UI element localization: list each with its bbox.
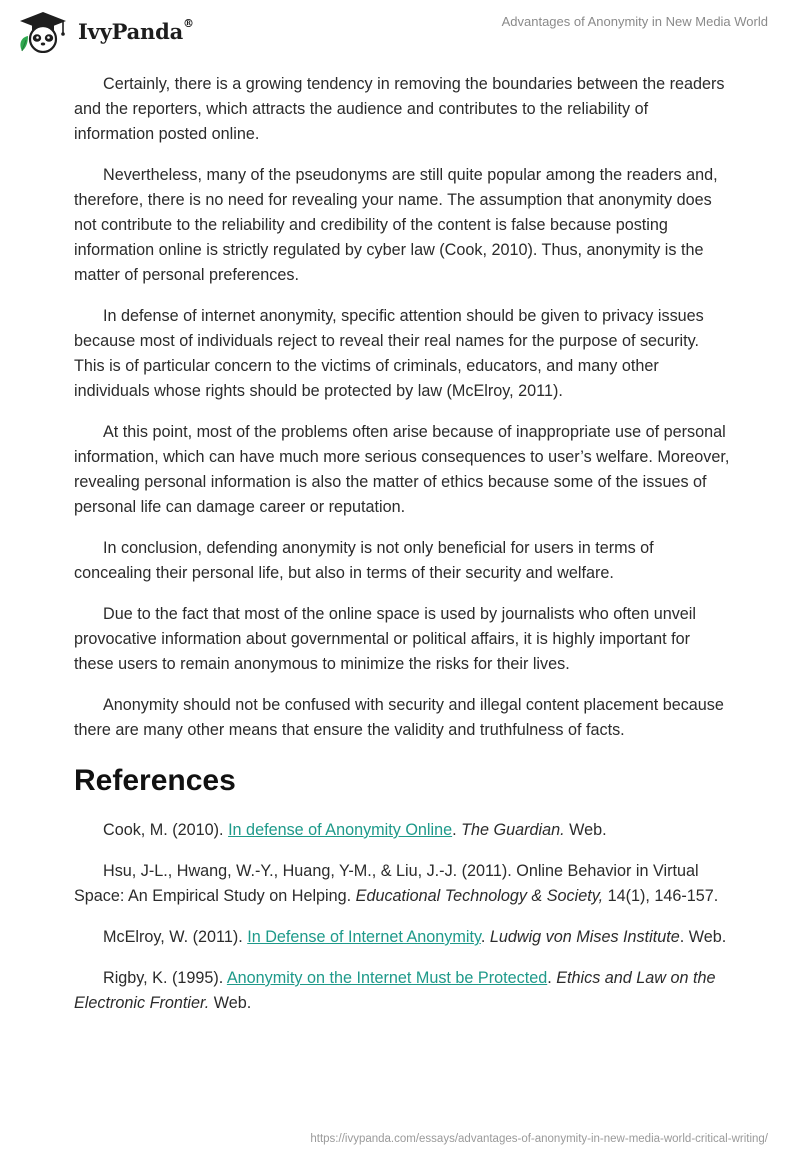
paragraph: At this point, most of the problems often arise because of inappropriate use of personal information, which can have much more serious consequences to user’s welfare. Moreover, revealing personal information is also the matter of ethics because some of the issues of personal life can damage career or reputation. — [74, 423, 730, 516]
essay-body — [74, 72, 730, 1032]
paragraph: Nevertheless, many of the pseudonyms are still quite popular among the readers and, therefore, there is no need for revealing your name. The assumption that anonymity does not contribute to the reliability and credibility of the content is false because posting information online is strictly regulated by cyber law (Cook, 2010). Thus, anonymity is the matter of personal preferences. — [74, 166, 718, 284]
reference-link[interactable]: In Defense of Internet Anonymity — [247, 928, 481, 946]
ivypanda-logo[interactable] — [14, 8, 194, 54]
page-header — [0, 0, 800, 60]
paragraph: Certainly, there is a growing tendency in removing the boundaries between the readers and the reporters, which attracts the audience and contributes to the reliability of information posted online. — [74, 75, 725, 143]
source-url[interactable]: https://ivypanda.com/essays/advantages-of-anonymity-in-new-media-world-critical-writing/ — [310, 1133, 768, 1145]
reference-item: Cook, M. (2010). In defense of Anonymity Online. The Guardian. Web. — [103, 821, 607, 839]
paragraph: In defense of internet anonymity, specific attention should be given to privacy issues because most of individuals reject to reveal their real names for the purpose of security. This is of particular concern to the victims of criminals, educators, and many other individuals whose rights should be protected by law (McElroy, 2011). — [74, 307, 704, 400]
paragraph: Due to the fact that most of the online space is used by journalists who often unveil provocative information about governmental or political affairs, it is highly important for these users to remain anonymous to minimize the risks for their lives. — [74, 605, 696, 673]
reference-item: McElroy, W. (2011). In Defense of Internet Anonymity. Ludwig von Mises Institute. Web. — [103, 928, 727, 946]
paragraph: In conclusion, defending anonymity is not only beneficial for users in terms of concealing their personal life, but also in terms of their security and welfare. — [74, 539, 654, 582]
reference-item: Hsu, J-L., Hwang, W.-Y., Huang, Y-M., & Liu, J.-J. (2011). Online Behavior in Virtual Space: An Empirical Study on Helping. Educational Technology & Society, 14(1), 146-157. — [74, 862, 719, 905]
brand-name: IvyPanda® — [78, 16, 194, 44]
reference-link[interactable]: Anonymity on the Internet Must be Protected — [226, 969, 548, 987]
panda-graduate-icon — [14, 9, 72, 53]
references-heading: References — [74, 764, 236, 797]
document-title: Advantages of Anonymity in New Media World — [501, 14, 768, 29]
paragraph: Anonymity should not be confused with security and illegal content placement because there are many other means that ensure the validity and truthfulness of facts. — [74, 696, 724, 739]
reference-link[interactable]: In defense of Anonymity Online — [228, 821, 453, 839]
reference-item: Rigby, K. (1995). Anonymity on the Internet Must be Protected. Ethics and Law on the Electronic Frontier. Web. — [74, 969, 716, 1012]
